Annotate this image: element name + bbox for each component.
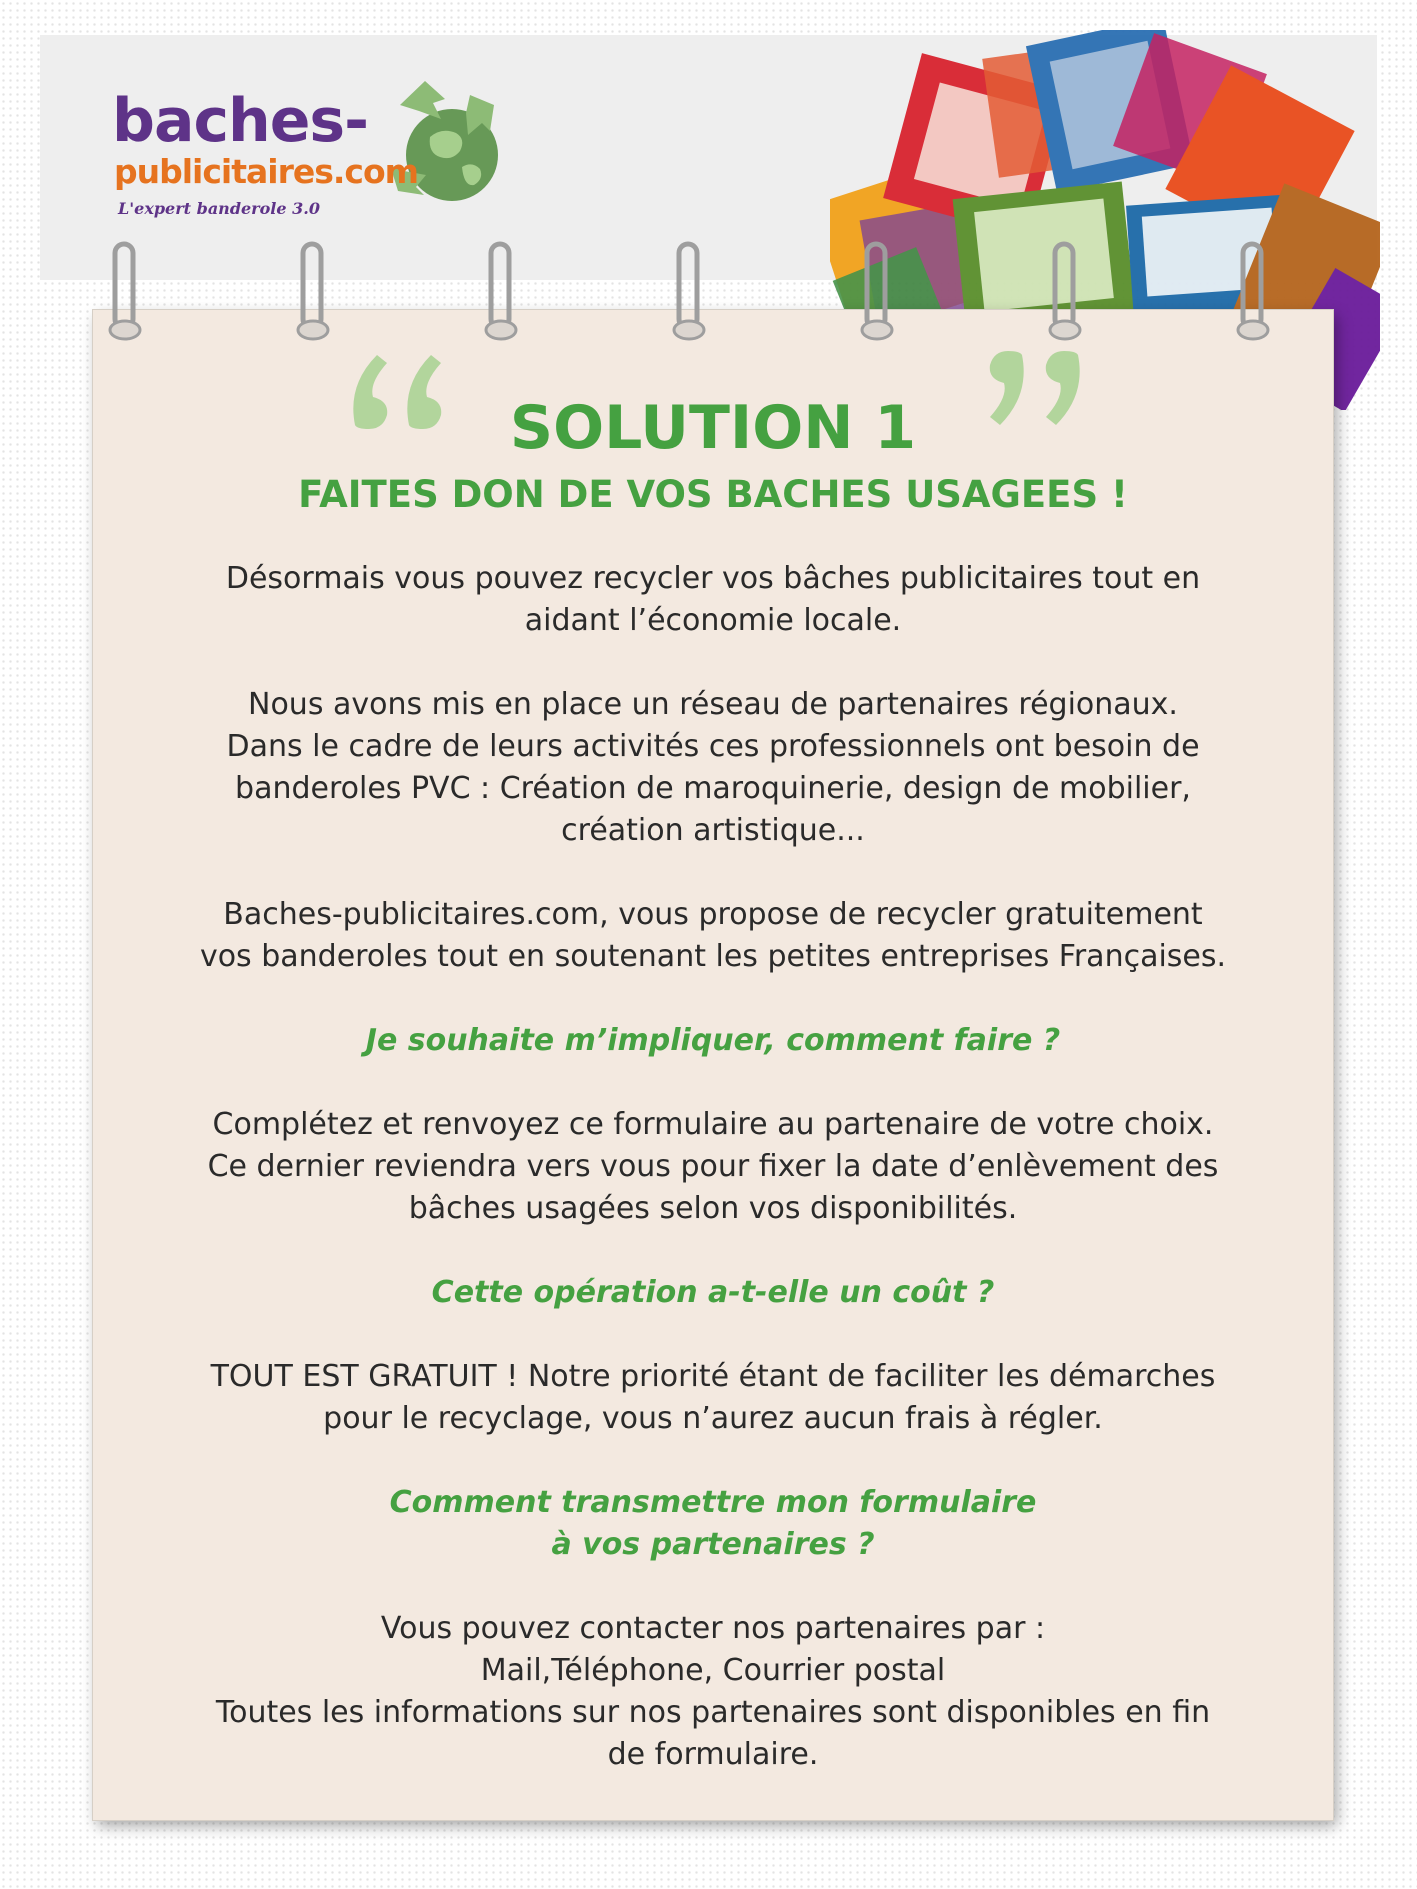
paragraph-free: TOUT EST GRATUIT ! Notre priorité étant de faciliter les démarches pour le recyclage, vous n’aurez aucun frais à régler. [210, 1359, 1216, 1436]
paragraph-network: Nous avons mis en place un réseau de partenaires régionaux. Dans le cadre de leurs activités ces professionnels ont besoin de banderoles PVC : Création de maroquinerie, design de mobilier, création artistique... [226, 687, 1200, 848]
binder-ring-icon [107, 240, 143, 350]
body-text [118, 558, 1308, 1818]
brand-name-line1: baches- [112, 86, 369, 156]
paragraph-form: Complétez et renvoyez ce formulaire au partenaire de votre choix. Ce dernier reviendra vers vous pour fixer la date d’enlèvement des bâches usagées selon vos disponibilités. [207, 1107, 1219, 1226]
binder-ring-icon [859, 240, 895, 350]
binder-ring-icon [295, 240, 331, 350]
binder-ring-icon [483, 240, 519, 350]
paragraph-contact: Vous pouvez contacter nos partenaires par : Mail,Téléphone, Courrier postal Toutes les informations sur nos partenaires sont disponibles en fin de formulaire. [215, 1611, 1211, 1772]
binder-ring-icon [1047, 240, 1083, 350]
page-title: SOLUTION 1 [509, 393, 917, 463]
page-subtitle: FAITES DON DE VOS BACHES USAGEES ! [298, 473, 1128, 516]
paragraph-offer: Baches-publicitaires.com, vous propose de recycler gratuitement vos banderoles tout en soutenant les petites entreprises Françaises. [199, 897, 1227, 974]
paragraph-intro: Désormais vous pouvez recycler vos bâches publicitaires tout en aidant l’économie locale. [225, 561, 1201, 638]
question-cost: Cette opération a-t-elle un coût ? [431, 1275, 995, 1310]
question-how: Je souhaite m’impliquer, comment faire ? [365, 1023, 1061, 1058]
brand-logo[interactable] [112, 75, 512, 225]
brand-name-line2: publicitaires.com [114, 152, 419, 191]
brand-tagline: L'expert banderole 3.0 [118, 199, 320, 218]
question-transmit: Comment transmettre mon formulaire à vos partenaires ? [389, 1485, 1037, 1562]
binder-ring-icon [1235, 240, 1271, 350]
binder-ring-icon [671, 240, 707, 350]
